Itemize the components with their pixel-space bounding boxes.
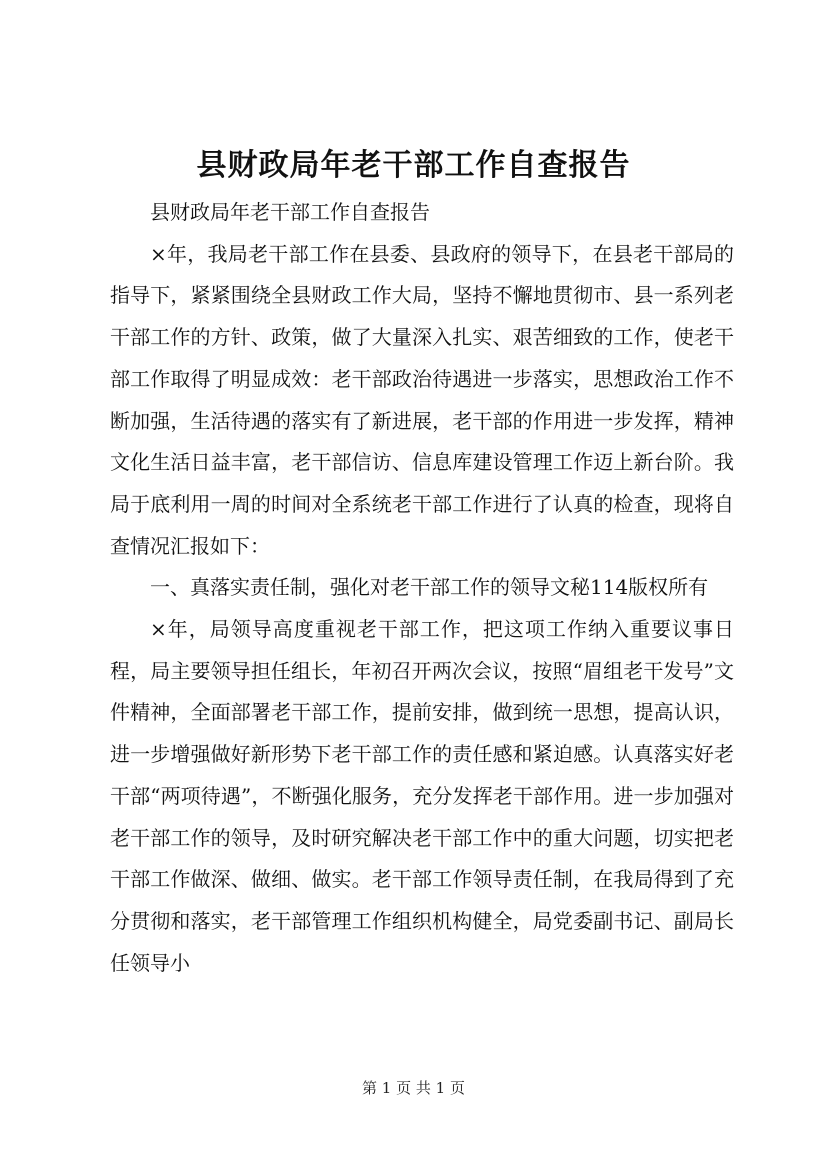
document-body [110,192,734,984]
document-title: 县财政局年老干部工作自查报告 [196,148,631,183]
section-heading-1: 一、真落实责任制，强化对老干部工作的领导文秘114版权所有 [150,575,709,600]
paragraph-heading-repeat: 县财政局年老干部工作自查报告 [150,200,430,224]
paragraph-intro: ×年，我局老干部工作在县委、县政府的领导下，在县老干部局的指导下，紧紧围绕全县财政工作大局，坚持不懈地贯彻市、县一系列老干部工作的方针、政策，做了大量深入扎实、艰苦细致的工作，使老干部工作取得了明显成效：老干部政治待遇进一步落实，思想政治工作不断加强，生活待遇的落实有了新进展，老干部的作用进一步发挥，精神文化生活日益丰富，老干部信访、信息库建设管理工作迈上新台阶。我局于底利用一周的时间对全系统老干部工作进行了认真的检查，现将自查情况汇报如下： [110,241,734,558]
page-number-footer: 第 1 页 共 1 页 [362,1079,465,1097]
paragraph-section-1: ×年，局领导高度重视老干部工作，把这项工作纳入重要议事日程，局主要领导担任组长，年初召开两次会议，按照“眉组老干发号”文件精神，全面部署老干部工作，提前安排，做到统一思想，提高认识，进一步增强做好新形势下老干部工作的责任感和紧迫感。认真落实好老干部“两项待遇”，不断强化服务，充分发挥老干部作用。进一步加强对老干部工作的领导，及时研究解决老干部工作中的重大问题，切实把老干部工作做深、做细、做实。老干部工作领导责任制，在我局得到了充分贯彻和落实，老干部管理工作组织机构健全，局党委副书记、副局长任领导小 [110,617,734,975]
